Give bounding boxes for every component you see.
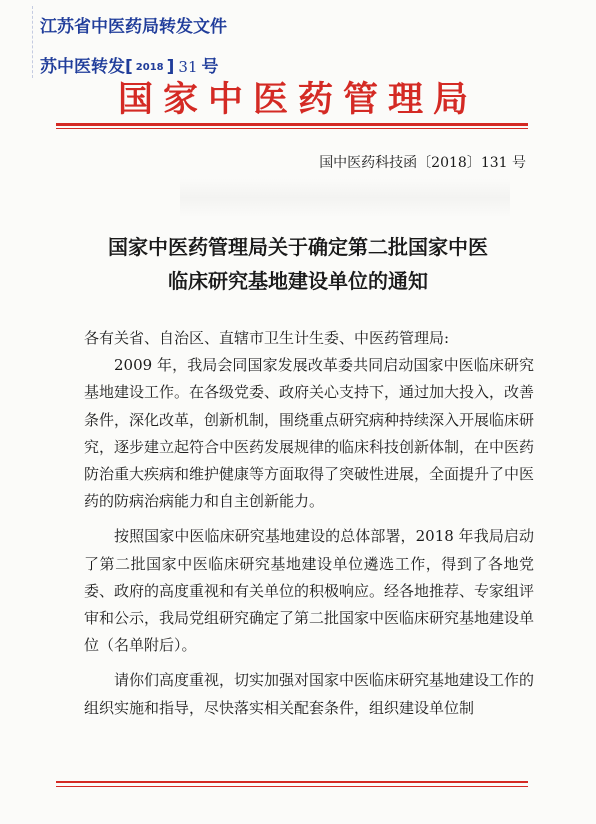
stamp-year: 2018 (135, 61, 164, 73)
stamp-title: 江苏省中医药局转发文件 (40, 17, 227, 37)
agency-header: 国家中医药管理局 (117, 80, 478, 120)
footer-red-rule (56, 781, 528, 783)
faint-bleedthrough (180, 178, 510, 218)
stamp-prefix: 苏中医转发 (40, 57, 125, 77)
document-number: 国中医药科技函〔2018〕131 号 (319, 155, 526, 171)
document-title (0, 230, 596, 298)
paragraph-3: 请你们高度重视，切实加强对国家中医临床研究基地建设工作的组织实施和指导，尽快落实相关配套条件，组织建设单位制 (84, 671, 535, 717)
document-body (84, 325, 534, 722)
stamp-number: 31 (178, 58, 198, 76)
stamp-bracket-open: [ (125, 57, 133, 77)
paragraph-2: 按照国家中医临床研究基地建设的总体部署，2018 年我局启动了第二批国家中医临床研究基地建设单位遴选工作，得到了各地党委、政府的高度重视和有关单位的积极响应。经各地推荐、专家组评审和公示，我局党组研究确定了第二批国家中医临床研究基地建设单位（名单附后）。 (84, 527, 535, 655)
paragraph-1: 2009 年，我局会同国家发展改革委共同启动国家中医临床研究基地建设工作。在各级党委、政府关心支持下，通过加大投入，改善条件，深化改革，创新机制，围绕重点研究病种持续深入开展临床研究，逐步建立起符合中医药发展规律的临床科技创新体制，在中医药防治重大疾病和维护健康等方面取得了突破性进展，全面提升了中医药的防病治病能力和自主创新能力。 (84, 356, 535, 511)
title-line-1: 国家中医药管理局关于确定第二批国家中医 (108, 235, 488, 259)
title-line-2: 临床研究基地建设单位的通知 (168, 269, 428, 293)
stamp-bracket-close: ] (166, 57, 175, 77)
footer-red-rule-thin (56, 786, 528, 787)
stamp-suffix: 号 (201, 57, 219, 77)
header-red-rule-thin (56, 128, 528, 129)
header-red-rule (56, 123, 528, 126)
salutation: 各有关省、自治区、直辖市卫生计生委、中医药管理局: (84, 329, 450, 347)
